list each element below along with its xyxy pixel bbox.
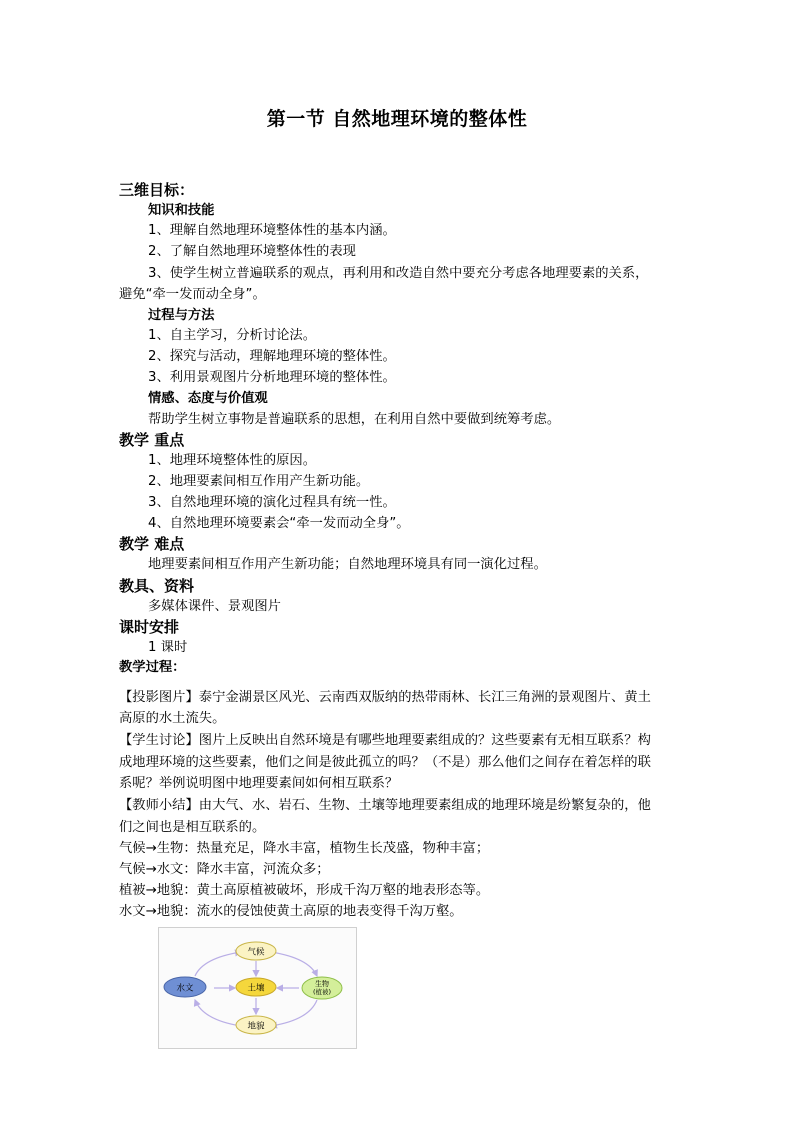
process-line: 【投影图片】泰宁金湖景区风光、云南西双版纳的热带雨林、长江三角洲的景观图片、黄土 (119, 690, 651, 705)
goals-heading: 三维目标： (119, 181, 195, 199)
geographic-elements-diagram (158, 927, 357, 1049)
svg-text:(植被): (植被) (312, 988, 332, 996)
knowledge-item-continuation: 避免“牵一发而动全身”。 (119, 287, 266, 302)
schedule-text: 1 课时 (148, 640, 188, 655)
knowledge-item: 3、使学生树立普遍联系的观点，再利用和改造自然中要充分考虑各地理要素的关系， (148, 266, 649, 281)
process-line: 系呢？举例说明图中地理要素间如何相互联系？ (119, 776, 399, 791)
svg-text:生物: 生物 (315, 980, 329, 988)
materials-heading: 教具、资料 (119, 577, 195, 595)
knowledge-item: 2、了解自然地理环境整体性的表现 (148, 244, 356, 259)
materials-text: 多媒体课件、景观图片 (148, 599, 281, 614)
process-line: 气候→水文：降水丰富，河流众多； (119, 862, 330, 877)
process-line: 成地理环境的这些要素，他们之间是彼此孤立的吗？（不是）那么他们之间存在着怎样的联 (119, 755, 651, 770)
process-line: 高原的水土流失。 (119, 711, 226, 726)
process-method-item: 3、利用景观图片分析地理环境的整体性。 (148, 370, 396, 385)
process-method-item: 2、探究与活动，理解地理环境的整体性。 (148, 349, 396, 364)
process-line: 们之间也是相互联系的。 (119, 820, 266, 835)
process-method-item: 1、自主学习，分析讨论法。 (148, 328, 317, 343)
process-method-heading: 过程与方法 (148, 308, 215, 323)
knowledge-item: 1、理解自然地理环境整体性的基本内涵。 (148, 223, 396, 238)
teaching-process-heading: 教学过程： (119, 660, 186, 675)
key-points-heading: 教学 重点 (119, 431, 185, 449)
key-point-item: 2、地理要素间相互作用产生新功能。 (148, 474, 370, 489)
difficulties-text: 地理要素间相互作用产生新功能；自然地理环境具有同一演化过程。 (148, 557, 547, 572)
knowledge-heading: 知识和技能 (148, 203, 215, 218)
process-line: 植被→地貌：黄土高原植被破坏，形成千沟万壑的地表形态等。 (119, 883, 490, 898)
node-soil (236, 978, 276, 996)
arrow-landform-to-hydrology (195, 1000, 241, 1026)
process-line: 气候→生物：热量充足，降水丰富，植物生长茂盛，物种丰富； (119, 841, 490, 856)
diagram-svg (159, 928, 356, 1048)
schedule-heading: 课时安排 (119, 618, 180, 636)
node-landform (236, 1016, 276, 1034)
key-point-item: 3、自然地理环境的演化过程具有统一性。 (148, 495, 396, 510)
emotion-heading: 情感、态度与价值观 (148, 391, 268, 406)
process-line: 【教师小结】由大气、水、岩石、生物、土壤等地理要素组成的地理环境是纷繁复杂的，他 (119, 798, 651, 813)
svg-text:水文: 水文 (176, 983, 194, 994)
arrow-biology-to-landform (271, 1000, 317, 1026)
arrow-climate-to-biology (271, 952, 317, 976)
arrow-hydrology-to-climate (195, 952, 241, 976)
node-climate (236, 942, 276, 960)
node-hydrology (164, 977, 206, 997)
key-point-item: 4、自然地理环境要素会“牵一发而动全身”。 (148, 516, 410, 531)
process-line: 水文→地貌：流水的侵蚀使黄土高原的地表变得千沟万壑。 (119, 904, 463, 919)
emotion-text: 帮助学生树立事物是普遍联系的思想，在利用自然中要做到统筹考虑。 (148, 412, 561, 427)
node-biology (302, 977, 342, 999)
svg-text:气候: 气候 (247, 947, 265, 958)
svg-text:土壤: 土壤 (247, 983, 265, 994)
key-point-item: 1、地理环境整体性的原因。 (148, 453, 317, 468)
process-line: 【学生讨论】图片上反映出自然环境是有哪些地理要素组成的？这些要素有无相互联系？构 (119, 733, 651, 748)
difficulties-heading: 教学 难点 (119, 535, 185, 553)
svg-text:地貌: 地貌 (247, 1021, 265, 1032)
page-title: 第一节 自然地理环境的整体性 (266, 108, 528, 130)
